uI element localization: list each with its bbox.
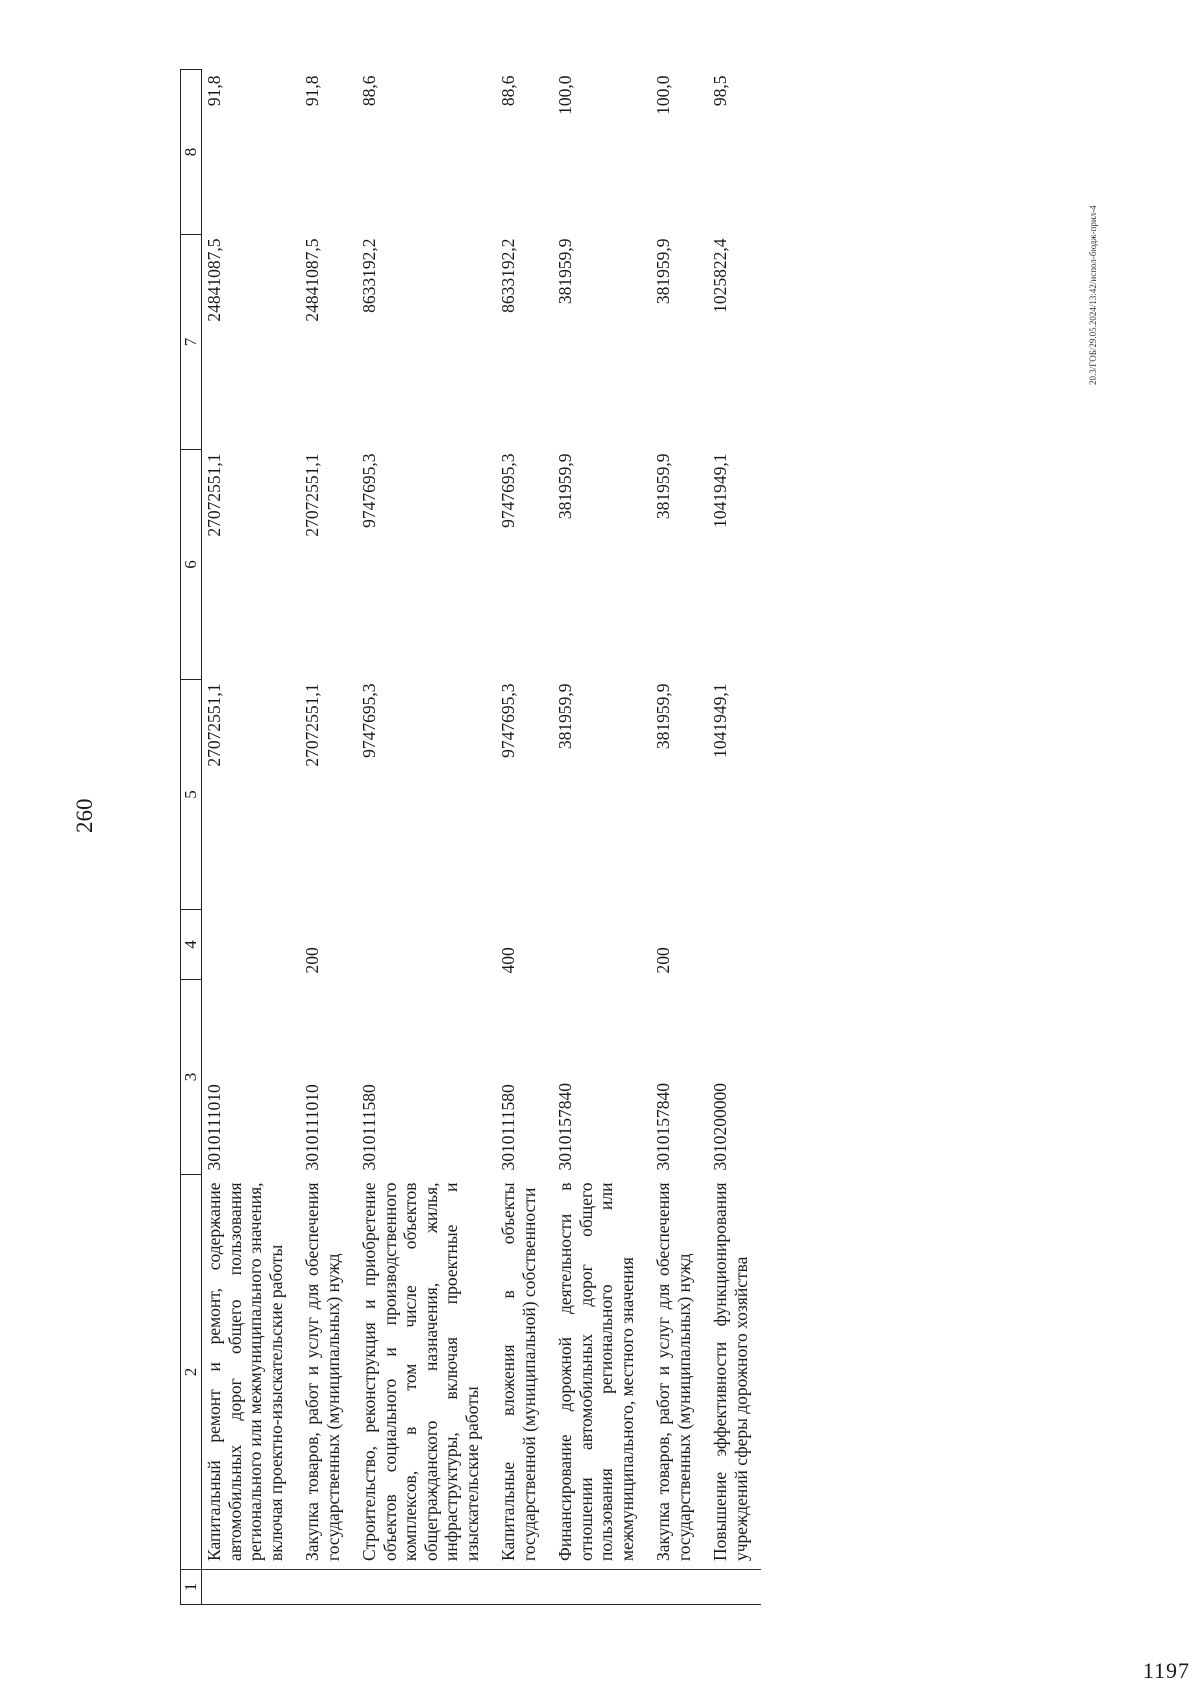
column-header: 7 — [181, 235, 202, 450]
row-kvr: 200 — [302, 947, 322, 974]
row-percent: 91,8 — [302, 75, 322, 107]
row-code: 3010200000 — [710, 1083, 730, 1171]
column-header: 5 — [181, 680, 202, 910]
row-name: Капитальный ремонт и ремонт, содержание автомобильных дорог общего пользования регионального или межмуниципального значения, включая проектно-изыскательские работы — [204, 1182, 286, 1561]
row-plan-1: 9747695,3 — [498, 683, 518, 758]
row-percent: 98,5 — [710, 75, 730, 107]
row-kvr: 400 — [498, 947, 518, 974]
column-header: 3 — [181, 980, 202, 1175]
row-fact: 8633192,2 — [498, 238, 518, 313]
row-kvr — [704, 910, 761, 980]
sheet-number: 1197 — [1142, 1658, 1190, 1683]
table-row — [492, 70, 549, 1605]
row-fact: 8633192,2 — [359, 238, 379, 313]
file-stamp: 20.3/ГОБ/29.05.2024/13:42/испол-бюдж-прил-4 — [1088, 205, 1098, 385]
row-name: Повышение эффективности функционирования учреждений сферы дорожного хозяйства — [710, 1182, 751, 1561]
row-plan-2: 27072551,1 — [302, 453, 322, 537]
row-percent: 100,0 — [555, 75, 575, 115]
row-kvr — [202, 910, 297, 980]
row-percent: 91,8 — [204, 75, 224, 107]
column-header: 6 — [181, 450, 202, 680]
row-name: Финансирование дорожной деятельности в отношении автомобильных дорог общего пользования регионального или межмуниципального, местного значения — [555, 1182, 637, 1561]
row-plan-1: 1041949,1 — [710, 683, 730, 758]
row-percent: 100,0 — [653, 75, 673, 115]
table-row — [704, 70, 761, 1605]
row-code: 3010111580 — [498, 1084, 518, 1171]
table-row — [296, 70, 353, 1605]
row-percent: 88,6 — [498, 75, 518, 107]
table-row — [353, 70, 492, 1605]
row-name: Строительство, реконструкция и приобретение объектов социального и производственного комплексов, в том числе объектов общегражданского назначения, жилья, инфраструктуры, включая проектные и изыскательские работы — [359, 1182, 482, 1561]
row-plan-2: 9747695,3 — [498, 453, 518, 528]
row-code: 3010111010 — [204, 1084, 224, 1171]
row-index-cell — [704, 1570, 761, 1605]
row-name: Закупка товаров, работ и услуг для обеспечения государственных (муниципальных) нужд — [302, 1182, 343, 1561]
row-index-cell — [492, 1570, 549, 1605]
rotated-table-container — [180, 70, 1044, 1605]
row-index-cell — [202, 1570, 297, 1605]
row-plan-1: 9747695,3 — [359, 683, 379, 758]
column-header: 8 — [181, 70, 202, 235]
row-fact: 24841087,5 — [204, 238, 224, 322]
row-index-cell — [647, 1570, 704, 1605]
row-code: 3010111010 — [302, 1084, 322, 1171]
column-header: 1 — [181, 1570, 202, 1605]
table-row — [549, 70, 647, 1605]
row-kvr — [353, 910, 492, 980]
table-row — [647, 70, 704, 1605]
row-index-cell — [549, 1570, 647, 1605]
row-fact: 381959,9 — [653, 238, 673, 305]
row-plan-2: 381959,9 — [653, 453, 673, 520]
row-fact: 381959,9 — [555, 238, 575, 305]
row-name: Капитальные вложения в объекты государственной (муниципальной) собственности — [498, 1182, 539, 1561]
row-plan-1: 27072551,1 — [302, 683, 322, 767]
page-number: 260 — [72, 798, 97, 833]
row-plan-2: 381959,9 — [555, 453, 575, 520]
row-code: 3010111580 — [359, 1084, 379, 1171]
row-name: Закупка товаров, работ и услуг для обеспечения государственных (муниципальных) нужд — [653, 1182, 694, 1561]
row-plan-2: 1041949,1 — [710, 453, 730, 528]
row-plan-2: 27072551,1 — [204, 453, 224, 537]
row-kvr: 200 — [653, 947, 673, 974]
row-plan-2: 9747695,3 — [359, 453, 379, 528]
row-percent: 88,6 — [359, 75, 379, 107]
row-plan-1: 27072551,1 — [204, 683, 224, 767]
row-index-cell — [296, 1570, 353, 1605]
row-code: 3010157840 — [653, 1083, 673, 1171]
table-row — [202, 70, 297, 1605]
column-number-header — [181, 70, 202, 1605]
column-header: 2 — [181, 1175, 202, 1570]
row-plan-1: 381959,9 — [653, 683, 673, 750]
budget-table — [180, 69, 761, 1605]
column-header: 4 — [181, 910, 202, 980]
row-fact: 1025822,4 — [710, 238, 730, 313]
row-plan-1: 381959,9 — [555, 683, 575, 750]
row-kvr — [549, 910, 647, 980]
row-fact: 24841087,5 — [302, 238, 322, 322]
row-index-cell — [353, 1570, 492, 1605]
row-code: 3010157840 — [555, 1083, 575, 1171]
